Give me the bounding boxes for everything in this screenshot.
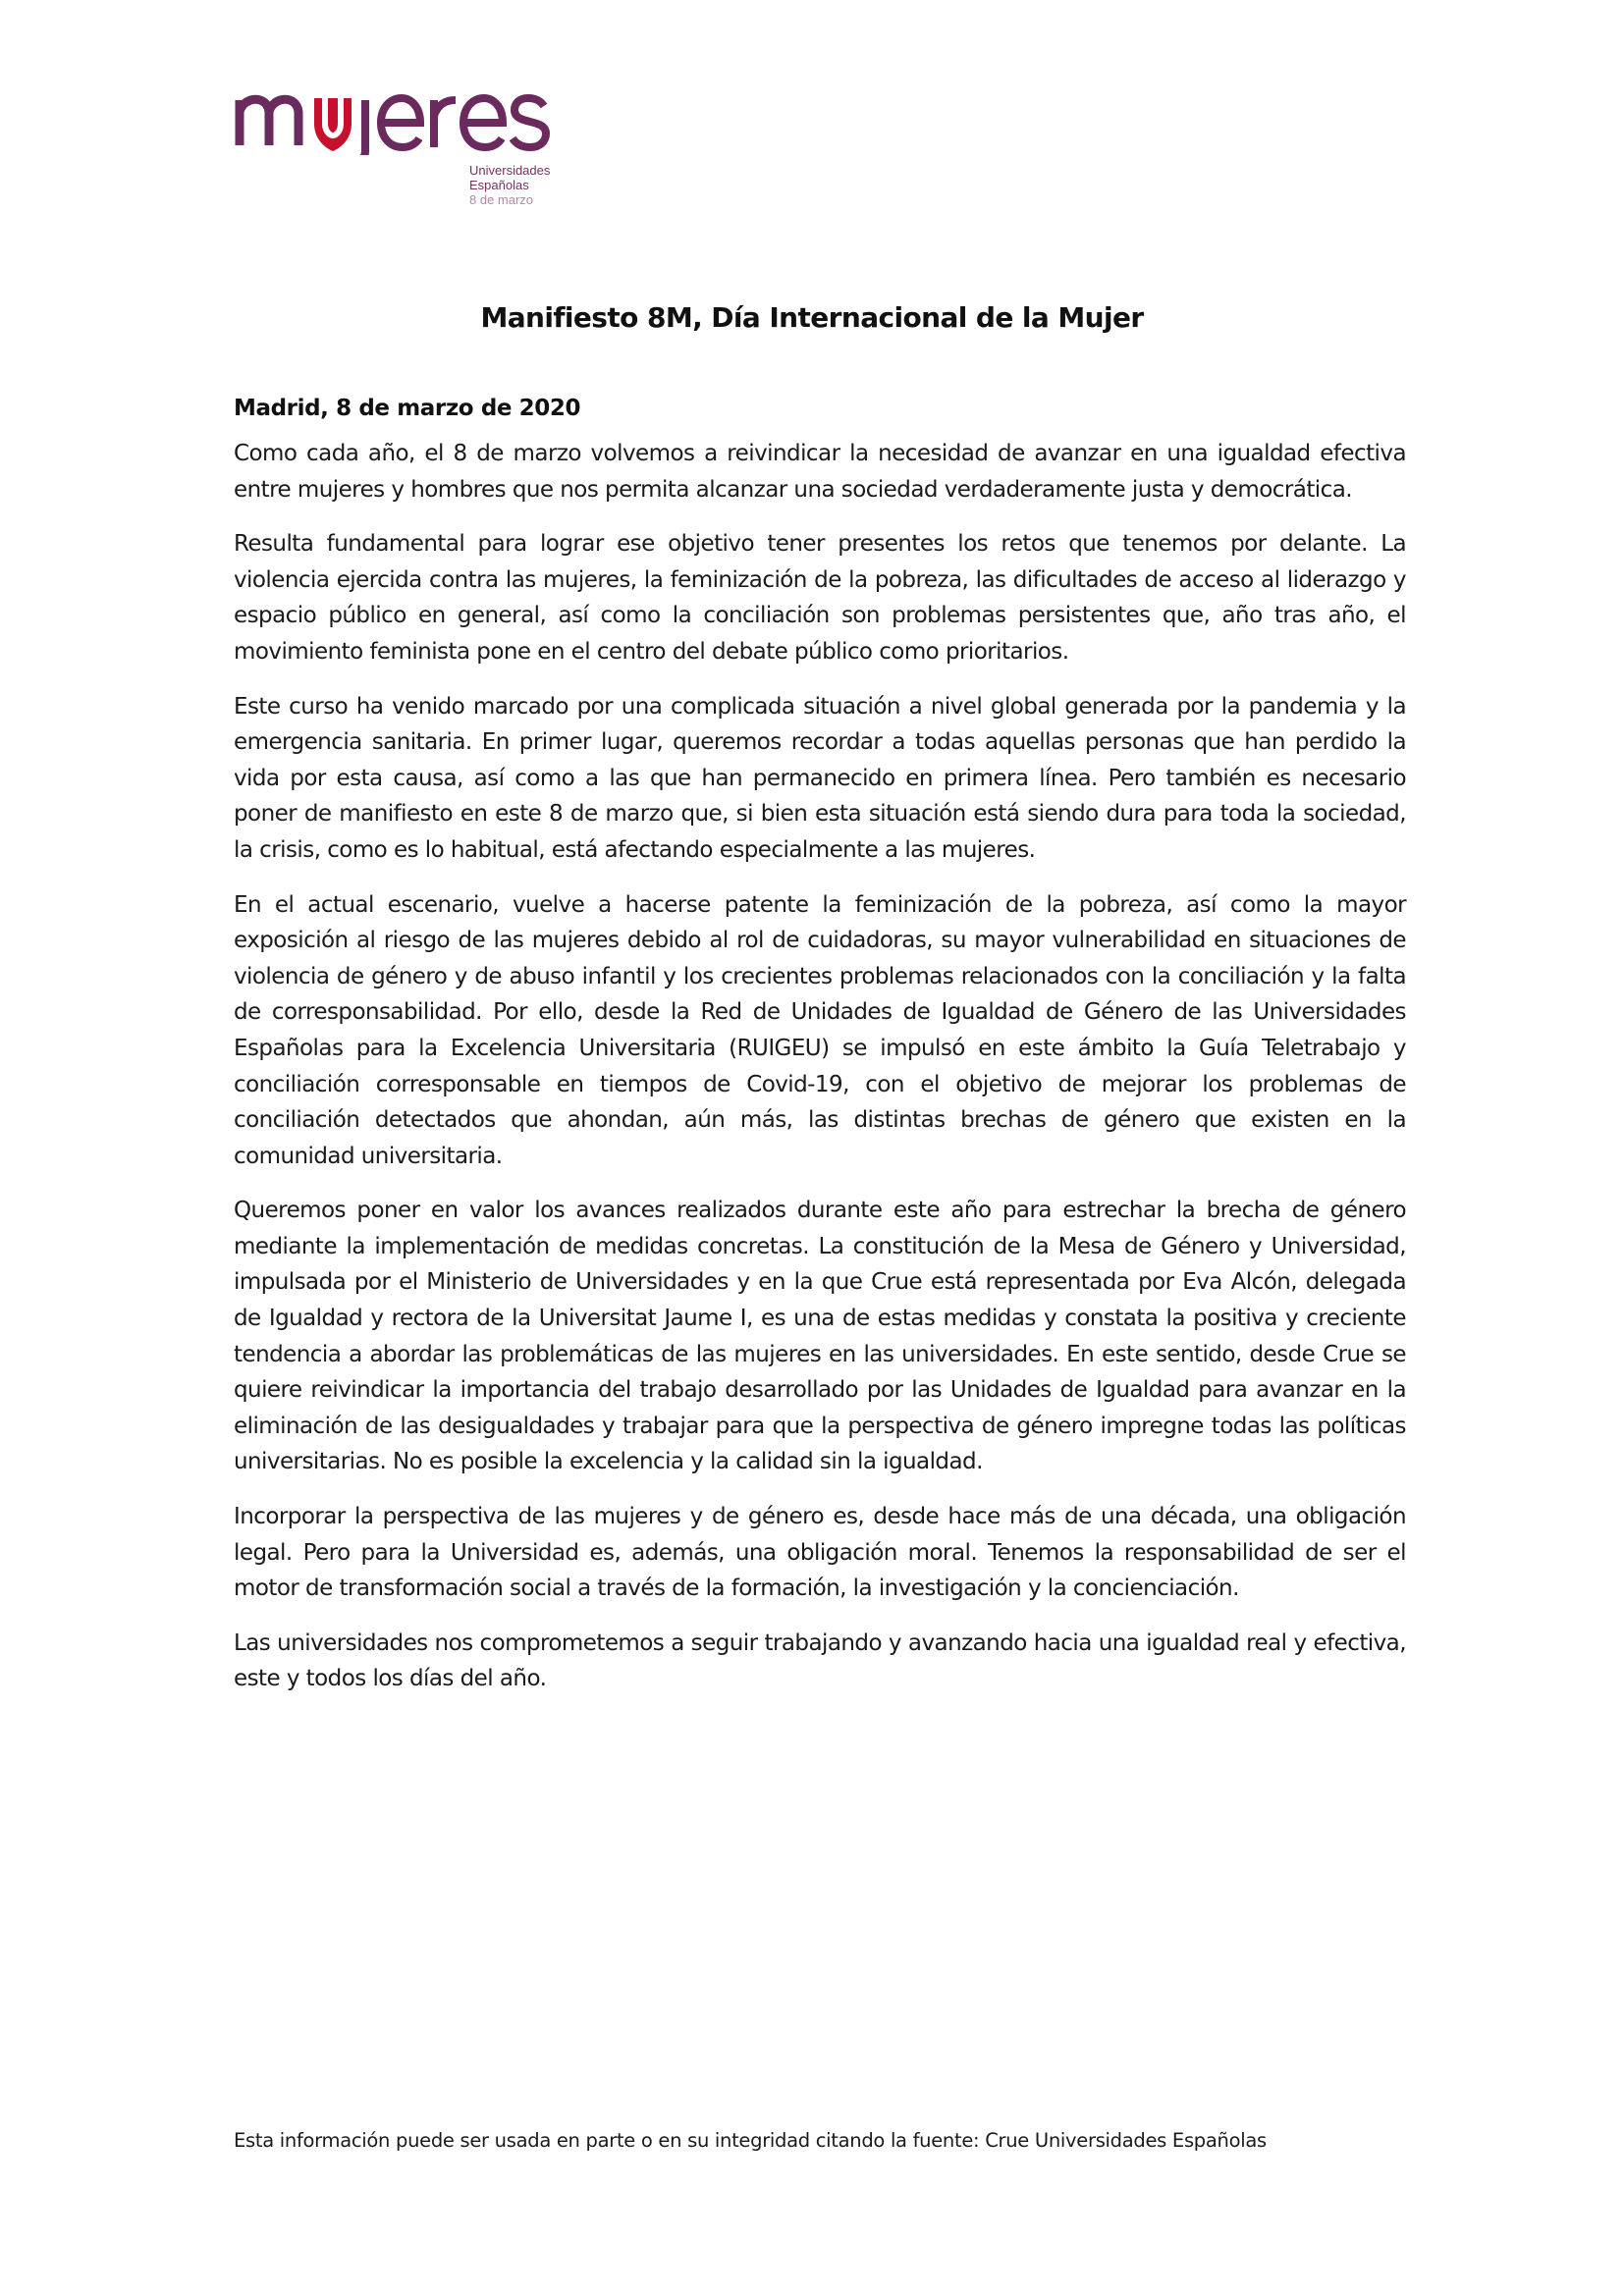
paragraph-6: Incorporar la perspectiva de las mujeres y de género es, desde hace más de una década, una obligación legal. Pero para la Universidad es, además, una obligación moral. Tenemos la responsabilidad de ser el motor de transformación social a través de la formación, la investigación y la concienciación. — [234, 1504, 1406, 1602]
paragraph-5: Queremos poner en valor los avances realizados durante este año para estrechar la brecha de género mediante la implementación de medidas concretas. La constitución de la Mesa de Género y Universidad, impulsada por el Ministerio de Universidades y en la que Crue está representada por Eva Alcón, delegada de Igualdad y rectora de la Universitat Jaume I, es una de estas medidas y constata la positiva y creciente tendencia a abordar las problemáticas de las mujeres en las universidades. En este sentido, desde Crue se quiere reivindicar la importancia del trabajo desarrollado por las Unidades de Igualdad para avanzar en la eliminación de las desigualdades y trabajar para que la perspectiva de género impregne todas las políticas universitarias. No es posible la excelencia y la calidad sin la igualdad. — [234, 1198, 1406, 1475]
paragraph-2: Resulta fundamental para lograr ese objetivo tener presentes los retos que tenemos por delante. La violencia ejercida contra las mujeres, la feminización de la pobreza, las dificultades de acceso al liderazgo y espacio público en general, así como la conciliación son problemas persistentes que, año tras año, el movimiento feminista pone en el centro del debate público como prioritarios. — [234, 531, 1406, 665]
paragraph-1: Como cada año, el 8 de marzo volvemos a reivindicar la necesidad de avanzar en una igualdad efectiva entre mujeres y hombres que nos permita alcanzar una sociedad verdaderamente justa y democrática. — [234, 441, 1406, 503]
dateline: Madrid, 8 de marzo de 2020 — [234, 396, 581, 421]
logo-subtitle-line1: Universidades — [469, 163, 551, 178]
mujeres-logo — [234, 77, 626, 214]
mujeres-wordmark-logo — [234, 77, 617, 155]
paragraph-4: En el actual escenario, vuelve a hacerse patente la feminización de la pobreza, así como la mayor exposición al riesgo de las mujeres debido al rol de cuidadoras, su mayor vulnerabilidad en situaciones de violencia de género y de abuso infantil y los crecientes problemas relacionados con la conciliación y la falta de corresponsabilidad. Por ello, desde la Red de Unidades de Igualdad de Género de las Universidades Españolas para la Excelencia Universitaria (RUIGEU) se impulsó en este ámbito la Guía Teletrabajo y conciliación corresponsable en tiempos de Covid-19, con el objetivo de mejorar los problemas de conciliación detectados que ahondan, aún más, las distintas brechas de género que existen en la comunidad universitaria. — [234, 891, 1406, 1169]
paragraph-3: Este curso ha venido marcado por una complicada situación a nivel global generada por la pandemia y la emergencia sanitaria. En primer lugar, queremos recordar a todas aquellas personas que han perdido la vida por esta causa, así como a las que han permanecido en primera línea. Pero también es necesario poner de manifiesto en este 8 de marzo que, si bien esta situación está siendo dura para toda la sociedad, la crisis, como es lo habitual, está afectando especialmente a las mujeres. — [234, 693, 1406, 863]
footer-note: Esta información puede ser usada en parte o en su integridad citando la fuente: Crue Universidades Españolas — [234, 2129, 1267, 2152]
document-body — [234, 391, 1406, 1716]
logo-subtitle-line3: 8 de marzo — [469, 192, 534, 207]
logo-subtitle-line2: Españolas — [469, 178, 529, 192]
paragraph-7: Las universidades nos comprometemos a seguir trabajando y avanzando hacia una igualdad real y efectiva, este y todos los días del año. — [234, 1629, 1406, 1692]
logo-subtitle — [469, 163, 550, 207]
document-title: Manifiesto 8M, Día Internacional de la Mujer — [480, 301, 1144, 334]
